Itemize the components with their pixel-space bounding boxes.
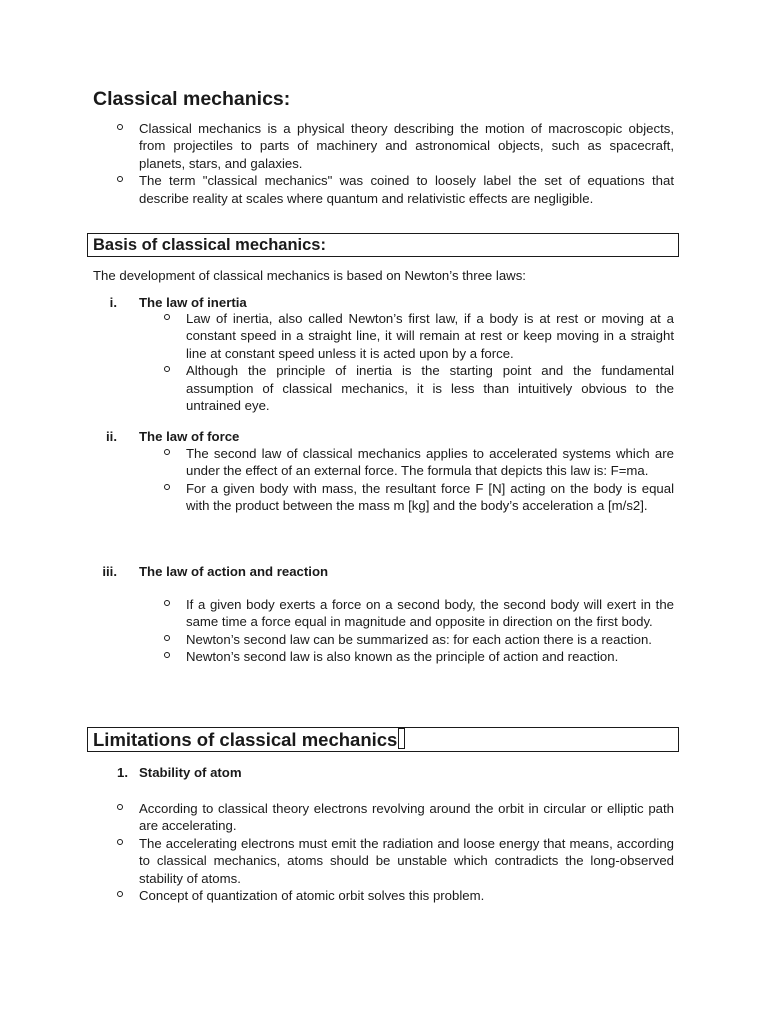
limitations-heading: Limitations of classical mechanics <box>93 729 398 750</box>
law-number: i. <box>109 295 117 310</box>
bullet-circle-icon <box>117 804 123 810</box>
bullet-circle-icon <box>164 484 170 490</box>
list-item <box>186 648 674 665</box>
limitation-point-text: According to classical theory electrons revolving around the orbit in circular or elliptic path are accelerating. <box>139 801 674 834</box>
list-item <box>186 596 674 631</box>
law-points-list <box>186 445 674 515</box>
law-point-text: Law of inertia, also called Newton’s first law, if a body is at rest or moving at a constant speed in a straight line, it will remain at rest or keep moving in a straight line at constant speed unless it is acted upon by a force. <box>186 311 674 361</box>
limitations-heading-box <box>87 727 679 752</box>
bullet-circle-icon <box>117 176 123 182</box>
page-title: Classical mechanics: <box>93 88 291 110</box>
limitation-point-text: Concept of quantization of atomic orbit solves this problem. <box>139 888 485 904</box>
list-item <box>139 120 674 172</box>
bullet-circle-icon <box>164 652 170 658</box>
law-point-text: If a given body exerts a force on a second body, the second body will exert in the same time a force equal in magnitude and opposite in direction on the first body. <box>186 597 674 630</box>
bullet-circle-icon <box>164 600 170 606</box>
intro-bullet-list <box>139 120 674 207</box>
basis-heading: Basis of classical mechanics: <box>93 236 326 254</box>
limitation-points-list <box>139 800 674 904</box>
intro-bullet-text: The term "classical mechanics" was coined to loosely label the set of equations that describe reality at scales where quantum and relativistic effects are negligible. <box>139 173 674 206</box>
list-item <box>186 362 674 414</box>
bullet-circle-icon <box>164 314 170 320</box>
bullet-circle-icon <box>117 124 123 130</box>
basis-intro: The development of classical mechanics is based on Newton’s three laws: <box>93 268 526 283</box>
bullet-circle-icon <box>164 635 170 641</box>
text-cursor-box <box>398 728 405 749</box>
law-point-text: Newton’s second law is also known as the principle of action and reaction. <box>186 649 619 665</box>
list-item <box>186 631 674 648</box>
law-point-text: The second law of classical mechanics applies to accelerated systems which are under the effect of an external force. The formula that depicts this law is: F=ma. <box>186 446 674 479</box>
law-title: The law of inertia <box>139 295 247 310</box>
law-points-list <box>186 310 674 414</box>
law-number: ii. <box>106 429 117 444</box>
list-item <box>139 800 674 835</box>
basis-heading-box <box>87 233 679 257</box>
limitation-number: 1. <box>117 765 128 780</box>
law-point-text: For a given body with mass, the resultant force F [N] acting on the body is equal with the product between the mass m [kg] and the body’s acceleration a [m/s2]. <box>186 480 674 514</box>
law-title: The law of action and reaction <box>139 564 329 579</box>
list-item <box>186 445 674 480</box>
law-points-list <box>186 596 674 666</box>
list-item <box>186 310 674 362</box>
bullet-circle-icon <box>117 839 123 845</box>
bullet-circle-icon <box>164 449 170 455</box>
list-item <box>139 172 674 207</box>
list-item <box>186 480 674 515</box>
bullet-circle-icon <box>117 891 123 897</box>
law-point-text: Newton’s second law can be summarized as: for each action there is a reaction. <box>186 631 652 647</box>
law-number: iii. <box>102 564 117 579</box>
list-item <box>139 887 674 904</box>
limitation-title: Stability of atom <box>139 765 242 780</box>
law-title: The law of force <box>139 429 240 444</box>
law-point-text: Although the principle of inertia is the starting point and the fundamental assumption of classical mechanics, it is less than intuitively obvious to the untrained eye. <box>186 363 674 414</box>
intro-bullet-text: Classical mechanics is a physical theory describing the motion of macroscopic objects, from projectiles to parts of machinery and astronomical objects, such as spacecraft, planets, stars, and galaxies. <box>139 121 674 171</box>
limitation-point-text: The accelerating electrons must emit the radiation and loose energy that means, according to classical mechanics, atoms should be unstable which contradicts the long-observed stability of atoms. <box>139 835 674 886</box>
bullet-circle-icon <box>164 366 170 372</box>
list-item <box>139 835 674 887</box>
